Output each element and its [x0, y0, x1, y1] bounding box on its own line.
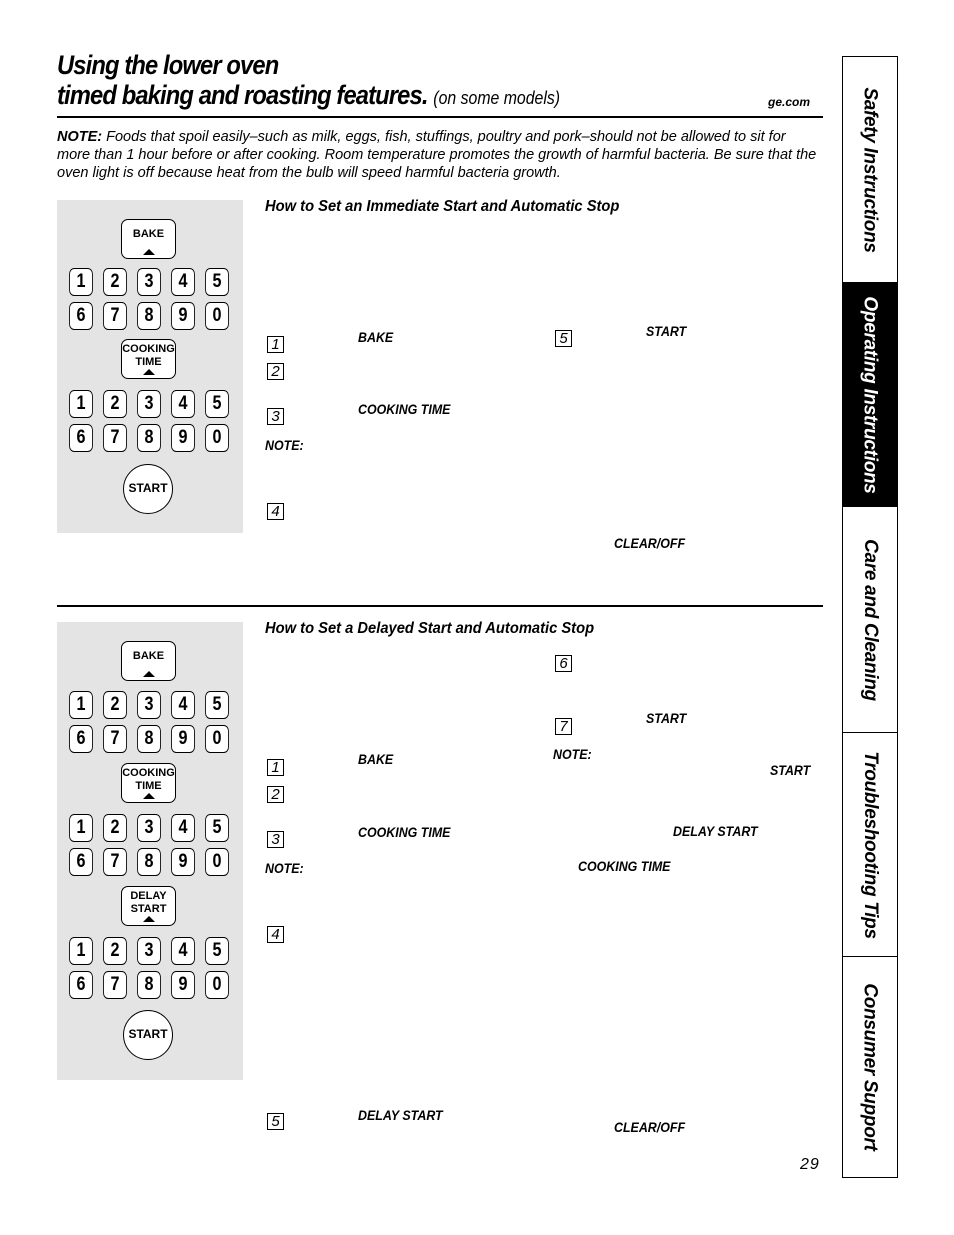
key-3[interactable]: 3: [137, 937, 161, 965]
key-3[interactable]: 3: [137, 691, 161, 719]
tab-troubleshooting-tips[interactable]: [843, 733, 897, 957]
key-2[interactable]: 2: [103, 691, 127, 719]
kw-start: START: [646, 324, 687, 339]
cooking-time-line1: COOKING: [122, 767, 175, 779]
kw-cooking-time-2: COOKING TIME: [578, 859, 671, 874]
key-1[interactable]: 1: [69, 814, 93, 842]
key-1[interactable]: 1: [69, 691, 93, 719]
step-6: 6: [555, 655, 572, 672]
key-8[interactable]: 8: [137, 302, 161, 330]
key-6[interactable]: 6: [69, 725, 93, 753]
tab-operating-instructions[interactable]: [843, 283, 897, 507]
key-9[interactable]: 9: [171, 848, 195, 876]
section-heading-immediate: How to Set an Immediate Start and Automatic Stop: [265, 198, 620, 215]
key-8[interactable]: 8: [137, 424, 161, 452]
key-1[interactable]: 1: [69, 390, 93, 418]
cooking-time-label: [122, 343, 175, 369]
step-4: 4: [267, 503, 284, 520]
step-2: 2: [267, 786, 284, 803]
kw-clear-off: CLEAR/OFF: [614, 536, 686, 551]
key-6[interactable]: 6: [69, 302, 93, 330]
bake-pad-label: BAKE: [132, 650, 165, 662]
tab-label: Consumer Support: [860, 983, 882, 1151]
bake-pad-label: BAKE: [132, 228, 165, 240]
tab-label: Care and Cleaning: [860, 538, 881, 701]
key-4[interactable]: 4: [171, 937, 195, 965]
start-pad[interactable]: START: [123, 464, 173, 514]
key-6[interactable]: 6: [69, 848, 93, 876]
key-1[interactable]: 1: [69, 268, 93, 296]
page-subtitle: (on some models): [433, 88, 561, 108]
kw-note: NOTE:: [265, 438, 304, 453]
step-1: 1: [267, 336, 284, 353]
key-6[interactable]: 6: [69, 971, 93, 999]
key-7[interactable]: 7: [103, 971, 127, 999]
key-5[interactable]: 5: [205, 814, 229, 842]
key-1[interactable]: 1: [69, 937, 93, 965]
kw-bake: BAKE: [358, 752, 394, 767]
tab-label: Troubleshooting Tips: [860, 750, 881, 939]
key-4[interactable]: 4: [171, 814, 195, 842]
key-9[interactable]: 9: [171, 424, 195, 452]
page-title-line2: [57, 80, 560, 111]
step-7: 7: [555, 718, 572, 735]
kw-note-2: NOTE:: [553, 747, 592, 762]
key-7[interactable]: 7: [103, 424, 127, 452]
tab-label: Operating Instructions: [860, 295, 882, 494]
keypad-panel-delayed: [57, 622, 243, 1080]
step-4: 4: [267, 926, 284, 943]
site-link[interactable]: ge.com: [768, 95, 811, 109]
kw-clear-off: CLEAR/OFF: [614, 1120, 686, 1135]
key-4[interactable]: 4: [171, 268, 195, 296]
page-title-line1: Using the lower oven: [57, 50, 279, 80]
key-2[interactable]: 2: [103, 268, 127, 296]
key-6[interactable]: 6: [69, 424, 93, 452]
section-tabs: [842, 56, 898, 1178]
cooking-time-line1: COOKING: [122, 343, 175, 355]
step-5: 5: [267, 1113, 284, 1130]
kw-bake: BAKE: [358, 330, 394, 345]
indicator-icon: [143, 671, 155, 677]
key-0[interactable]: 0: [205, 302, 229, 330]
page-title-main: timed baking and roasting features.: [57, 80, 428, 110]
indicator-icon: [143, 916, 155, 922]
indicator-icon: [143, 249, 155, 255]
tab-care-and-cleaning[interactable]: [843, 507, 897, 733]
key-5[interactable]: 5: [205, 268, 229, 296]
step-5: 5: [555, 330, 572, 347]
key-8[interactable]: 8: [137, 971, 161, 999]
key-0[interactable]: 0: [205, 971, 229, 999]
key-2[interactable]: 2: [103, 814, 127, 842]
tab-label: Safety Instructions: [860, 86, 881, 253]
note-label: NOTE:: [57, 129, 103, 145]
section-heading-delayed: How to Set a Delayed Start and Automatic Stop: [265, 620, 595, 637]
cooking-time-pad[interactable]: [121, 339, 176, 379]
header-rule: [57, 116, 823, 118]
cooking-time-line2: TIME: [135, 780, 162, 792]
key-7[interactable]: 7: [103, 725, 127, 753]
keypad-panel-immediate: [57, 200, 243, 533]
start-pad[interactable]: START: [123, 1010, 173, 1060]
kw-start: START: [646, 711, 687, 726]
kw-delay-start-2: DELAY START: [673, 824, 758, 839]
step-3: 3: [267, 831, 284, 848]
delay-start-line2: START: [130, 903, 167, 915]
step-1: 1: [267, 759, 284, 776]
kw-cooking-time: COOKING TIME: [358, 825, 451, 840]
kw-note: NOTE:: [265, 861, 304, 876]
kw-delay-start: DELAY START: [358, 1108, 443, 1123]
section-rule: [57, 605, 823, 607]
bake-pad[interactable]: [121, 641, 176, 681]
page-number: 29: [800, 1156, 820, 1173]
kw-cooking-time: COOKING TIME: [358, 402, 451, 417]
key-7[interactable]: 7: [103, 848, 127, 876]
key-2[interactable]: 2: [103, 937, 127, 965]
key-3[interactable]: 3: [137, 390, 161, 418]
key-5[interactable]: 5: [205, 937, 229, 965]
key-4[interactable]: 4: [171, 390, 195, 418]
key-3[interactable]: 3: [137, 814, 161, 842]
cooking-time-line2: TIME: [135, 356, 162, 368]
key-5[interactable]: 5: [205, 691, 229, 719]
cooking-time-label: [122, 767, 175, 793]
delay-start-label: [122, 890, 175, 916]
key-4[interactable]: 4: [171, 691, 195, 719]
key-8[interactable]: 8: [137, 848, 161, 876]
cooking-time-pad[interactable]: [121, 763, 176, 803]
food-safety-note: [57, 128, 817, 182]
step-3: 3: [267, 408, 284, 425]
key-0[interactable]: 0: [205, 424, 229, 452]
bake-pad[interactable]: [121, 219, 176, 259]
key-0[interactable]: 0: [205, 725, 229, 753]
key-5[interactable]: 5: [205, 390, 229, 418]
key-7[interactable]: 7: [103, 302, 127, 330]
tab-safety-instructions[interactable]: [843, 57, 897, 283]
indicator-icon: [143, 793, 155, 799]
step-2: 2: [267, 363, 284, 380]
indicator-icon: [143, 369, 155, 375]
key-2[interactable]: 2: [103, 390, 127, 418]
key-0[interactable]: 0: [205, 848, 229, 876]
delay-start-line1: DELAY: [130, 890, 167, 902]
key-9[interactable]: 9: [171, 971, 195, 999]
delay-start-pad[interactable]: [121, 886, 176, 926]
key-3[interactable]: 3: [137, 268, 161, 296]
note-text: Foods that spoil easily–such as milk, eggs, fish, stuffings, poultry and pork–should not be allowed to sit for more than 1 hour before or after cooking. Room temperature promotes the growth of harmful bacteria. Be sure that the oven light is off because heat from the bulb will speed harmful bacteria growth.: [57, 129, 817, 181]
key-9[interactable]: 9: [171, 725, 195, 753]
kw-start-2: START: [770, 763, 811, 778]
key-8[interactable]: 8: [137, 725, 161, 753]
tab-consumer-support[interactable]: [843, 957, 897, 1177]
key-9[interactable]: 9: [171, 302, 195, 330]
